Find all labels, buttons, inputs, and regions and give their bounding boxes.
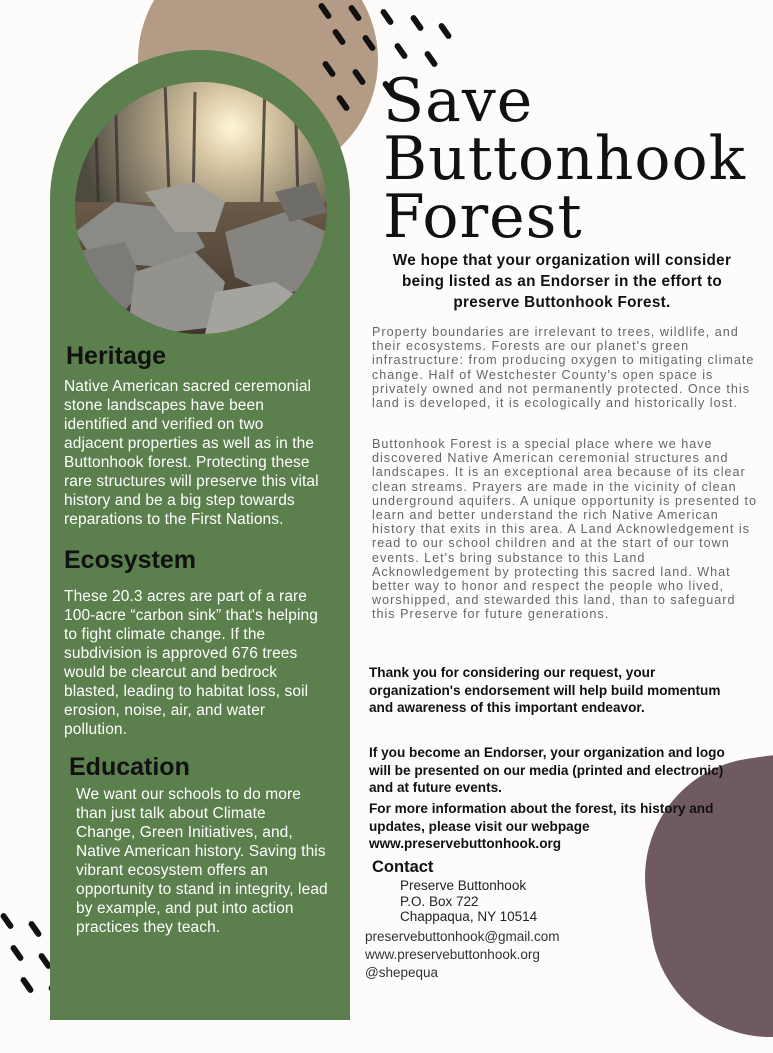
contact-links <box>365 928 560 982</box>
title-line-forest: Forest <box>383 182 583 252</box>
contact-org: Preserve Buttonhook <box>400 878 527 893</box>
contact-address <box>400 878 537 925</box>
heritage-text: Native American sacred ceremonial stone landscapes have been identified and verified on two adjacent properties as well as in the Buttonhook forest. Protecting these rare structures will preserve this vital history and be a big step towards reparations to the First Nations. <box>64 378 319 528</box>
title-line-save: Save <box>383 66 534 136</box>
contact-city: Chappaqua, NY 10514 <box>400 909 538 924</box>
contact-heading: Contact <box>372 858 434 876</box>
endorser-text: If you become an Endorser, your organization and logo will be presented on our media (printed and electronic) and at future events. <box>369 745 725 795</box>
more-info-text: For more information about the forest, its history and updates, please visit our webpage www.preservebuttonhook.org <box>369 801 714 851</box>
website-link[interactable]: www.preservebuttonhook.org <box>365 947 540 962</box>
forest-rocks-photo <box>75 82 327 334</box>
lead-request: We hope that your organization will consider being listed as an Endorser in the effort to preserve Buttonhook Forest. <box>392 252 732 311</box>
thanks-text: Thank you for considering our request, your organization's endorsement will help build momentum and awareness of this important endeavor. <box>369 665 721 715</box>
page-title <box>383 66 746 252</box>
email-link[interactable]: preservebuttonhook@gmail.com <box>365 929 560 944</box>
heritage-heading: Heritage <box>66 342 167 370</box>
education-heading: Education <box>69 753 190 781</box>
forest-rocks-sunset-photo-icon <box>75 82 327 334</box>
contact-po-box: P.O. Box 722 <box>400 893 479 909</box>
social-handle[interactable]: @shepequa <box>365 965 439 980</box>
ecosystem-text: These 20.3 acres are part of a rare 100-acre “carbon sink” that's helping to fight climate change. If the subdivision is approved 676 trees would be clearcut and bedrock blasted, leading to habitat loss, soil erosion, noise, air, and water pollution. <box>64 588 318 738</box>
education-text: We want our schools to do more than just talk about Climate Change, Green Initiatives, and, Native American history. Saving this vibrant ecosystem offers an opportunity to stand in integrity, lead by example, and put into action practices they teach. <box>76 786 328 936</box>
paragraph-buttonhook-forest: Buttonhook Forest is a special place where we have discovered Native American ceremonial structures and landscapes. It is an exceptional area because of its clear clean streams. Prayers are made in the vicinity of clean underground aquifers. A unique opportunity is presented to learn and better understand the rich Native American history that exits in this area. A Land Acknowledgement is read to our school children and at the start of our town events. Let's bring substance to this Land Acknowledgement by protecting this sacred land. What better way to honor and respect the people who lived, worshipped, and stewarded this land, than to safeguard this Preserve for future generations. <box>372 437 757 622</box>
ecosystem-heading: Ecosystem <box>64 546 197 574</box>
paragraph-property-boundaries: Property boundaries are irrelevant to trees, wildlife, and their ecosystems. Forests are our planet's green infrastructure: from producing oxygen to mitigating climate change. Half of Westchester County's open space is privately owned and not permanently protected. Once this land is developed, it is ecologically and historically lost. <box>372 325 755 411</box>
title-line-buttonhook: Buttonhook <box>383 124 746 194</box>
